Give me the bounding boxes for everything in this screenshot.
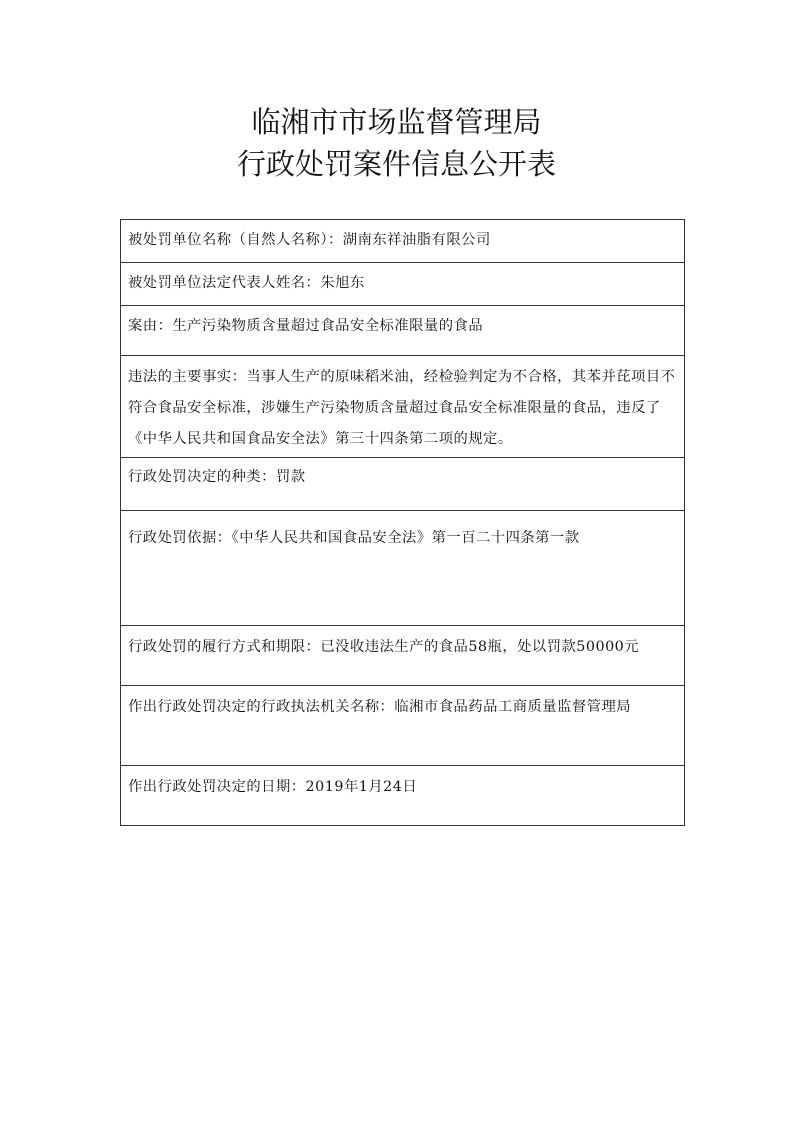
legal-representative: 被处罚单位法定代表人姓名：朱旭东 xyxy=(121,263,685,306)
title-agency: 临湘市市场监督管理局 xyxy=(251,105,542,139)
main-facts: 违法的主要事实：当事人生产的原味稻米油，经检验判定为不合格，其苯并芘项目不符合食品安全标准，涉嫌生产污染物质含量超过食品安全标准限量的食品，违反了《中华人民共和国食品安全法》第三十四条第二项的规定。 xyxy=(121,356,685,458)
enforcement-agency: 作出行政处罚决定的行政执法机关名称：临湘市食品药品工商质量监督管理局 xyxy=(121,686,685,766)
case-cause: 案由：生产污染物质含量超过食品安全标准限量的食品 xyxy=(121,306,685,356)
title-form: 行政处罚案件信息公开表 xyxy=(236,147,556,181)
penalty-basis: 行政处罚依据：《中华人民共和国食品安全法》第一百二十四条第一款 xyxy=(121,511,685,626)
penalty-type: 行政处罚决定的种类：罚款 xyxy=(121,458,685,511)
performance-method: 行政处罚的履行方式和期限：已没收违法生产的食品58瓶，处以罚款50000元 xyxy=(121,626,685,686)
decision-date: 作出行政处罚决定的日期：2019年1月24日 xyxy=(121,766,685,826)
punished-entity-name: 被处罚单位名称（自然人名称）：湖南东祥油脂有限公司 xyxy=(121,220,685,263)
case-info-table xyxy=(120,219,685,826)
